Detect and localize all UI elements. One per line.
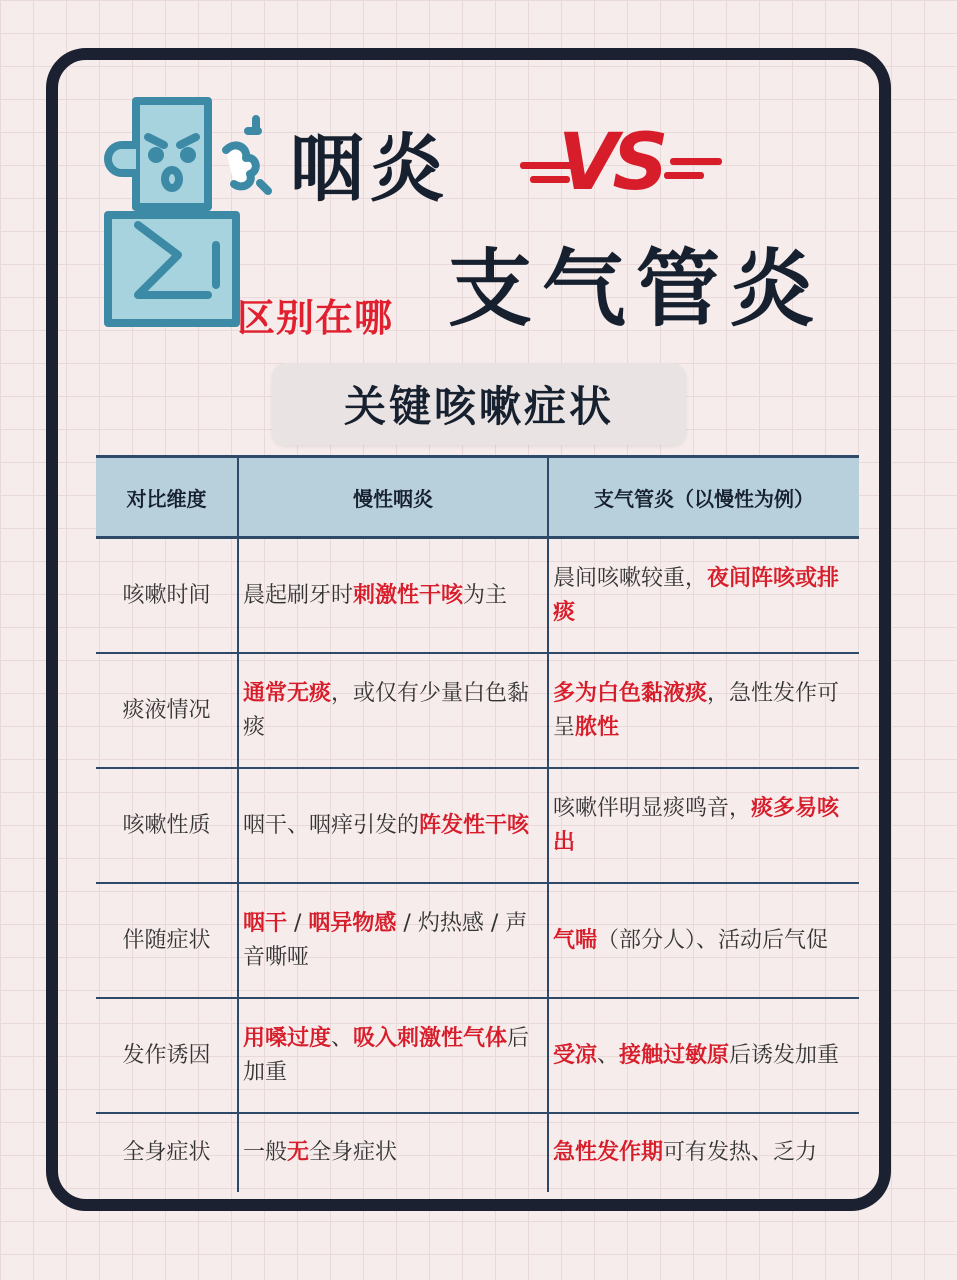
highlight-text: 用嗓过度: [243, 1025, 332, 1051]
cell-text: 晨间咳嗽较重，: [553, 565, 708, 591]
highlight-text: 阵发性干咳: [419, 812, 530, 838]
cell-text: （部分人）、活动后气促: [597, 927, 829, 953]
cell-pharyngitis: [238, 653, 548, 768]
cell-pharyngitis: [238, 538, 548, 654]
row-dimension: 伴随症状: [96, 883, 238, 998]
title-pharyngitis: 咽炎: [290, 126, 450, 212]
highlight-text: 咽异物感: [308, 910, 397, 936]
cell-text: 咽干、咽痒引发的: [243, 812, 420, 838]
cell-pharyngitis: [238, 998, 548, 1113]
cell-text: ，或仅有少量白色黏痰: [243, 680, 530, 740]
row-dimension: 发作诱因: [96, 998, 238, 1113]
cell-text: 、: [331, 1025, 354, 1051]
highlight-text: 急性发作期: [553, 1140, 664, 1165]
table-row: [96, 998, 859, 1113]
highlight-text: 痰多易咳出: [553, 795, 840, 855]
cell-bronchitis: [548, 768, 859, 883]
header-dimension: 对比维度: [96, 457, 238, 538]
cell-text: 全身症状: [309, 1140, 398, 1165]
highlight-text: 脓性: [575, 714, 620, 740]
cell-text: 、: [597, 1042, 620, 1068]
vs-text: VS: [558, 118, 663, 208]
cell-text: 咳嗽伴明显痰鸣音，: [553, 795, 752, 821]
cell-text: 后诱发加重: [729, 1042, 840, 1068]
table-row: [96, 653, 859, 768]
cell-bronchitis: [548, 538, 859, 654]
comparison-table: [96, 455, 859, 1192]
section-heading: 关键咳嗽症状: [272, 363, 686, 445]
subtitle: 区别在哪: [237, 296, 394, 340]
cell-bronchitis: [548, 998, 859, 1113]
highlight-text: 刺激性干咳: [353, 582, 464, 608]
header-bronchitis: 支气管炎（以慢性为例）: [548, 457, 859, 538]
row-dimension: 咳嗽时间: [96, 538, 238, 654]
row-dimension: 痰液情况: [96, 653, 238, 768]
cell-text: /: [287, 910, 309, 936]
vs-badge: [520, 118, 730, 208]
cell-pharyngitis: [238, 883, 548, 998]
table-header-row: [96, 457, 859, 538]
title-bronchitis: 支气管炎: [448, 240, 825, 338]
highlight-text: 夜间阵咳或排痰: [553, 565, 840, 625]
highlight-text: 受凉: [553, 1042, 598, 1068]
highlight-text: 通常无痰: [243, 680, 332, 706]
cell-bronchitis: [548, 1113, 859, 1192]
cell-pharyngitis: [238, 1113, 548, 1192]
table-row: [96, 768, 859, 883]
cell-pharyngitis: [238, 768, 548, 883]
table-row: [96, 1113, 859, 1192]
cell-text: 一般: [243, 1140, 288, 1165]
highlight-text: 吸入刺激性气体: [353, 1025, 508, 1051]
highlight-text: 无: [287, 1140, 310, 1165]
table-row: [96, 538, 859, 654]
cell-text: / 灼热感 / 声音嘶哑: [243, 910, 528, 970]
cell-bronchitis: [548, 653, 859, 768]
header-pharyngitis: 慢性咽炎: [238, 457, 548, 538]
cell-text: 晨起刷牙时: [243, 582, 354, 608]
cell-text: 为主: [463, 582, 508, 608]
cell-text: ，急性发作可呈: [553, 680, 840, 740]
cell-bronchitis: [548, 883, 859, 998]
row-dimension: 全身症状: [122, 1140, 211, 1165]
cell-text: 可有发热、乏力: [663, 1140, 818, 1165]
cell-text: 后加重: [243, 1025, 530, 1085]
highlight-text: 多为白色黏液痰: [553, 680, 708, 706]
highlight-text: 气喘: [553, 927, 598, 953]
table-row: [96, 883, 859, 998]
highlight-text: 咽干: [243, 910, 288, 936]
row-dimension: 咳嗽性质: [96, 768, 238, 883]
highlight-text: 接触过敏原: [619, 1042, 730, 1068]
